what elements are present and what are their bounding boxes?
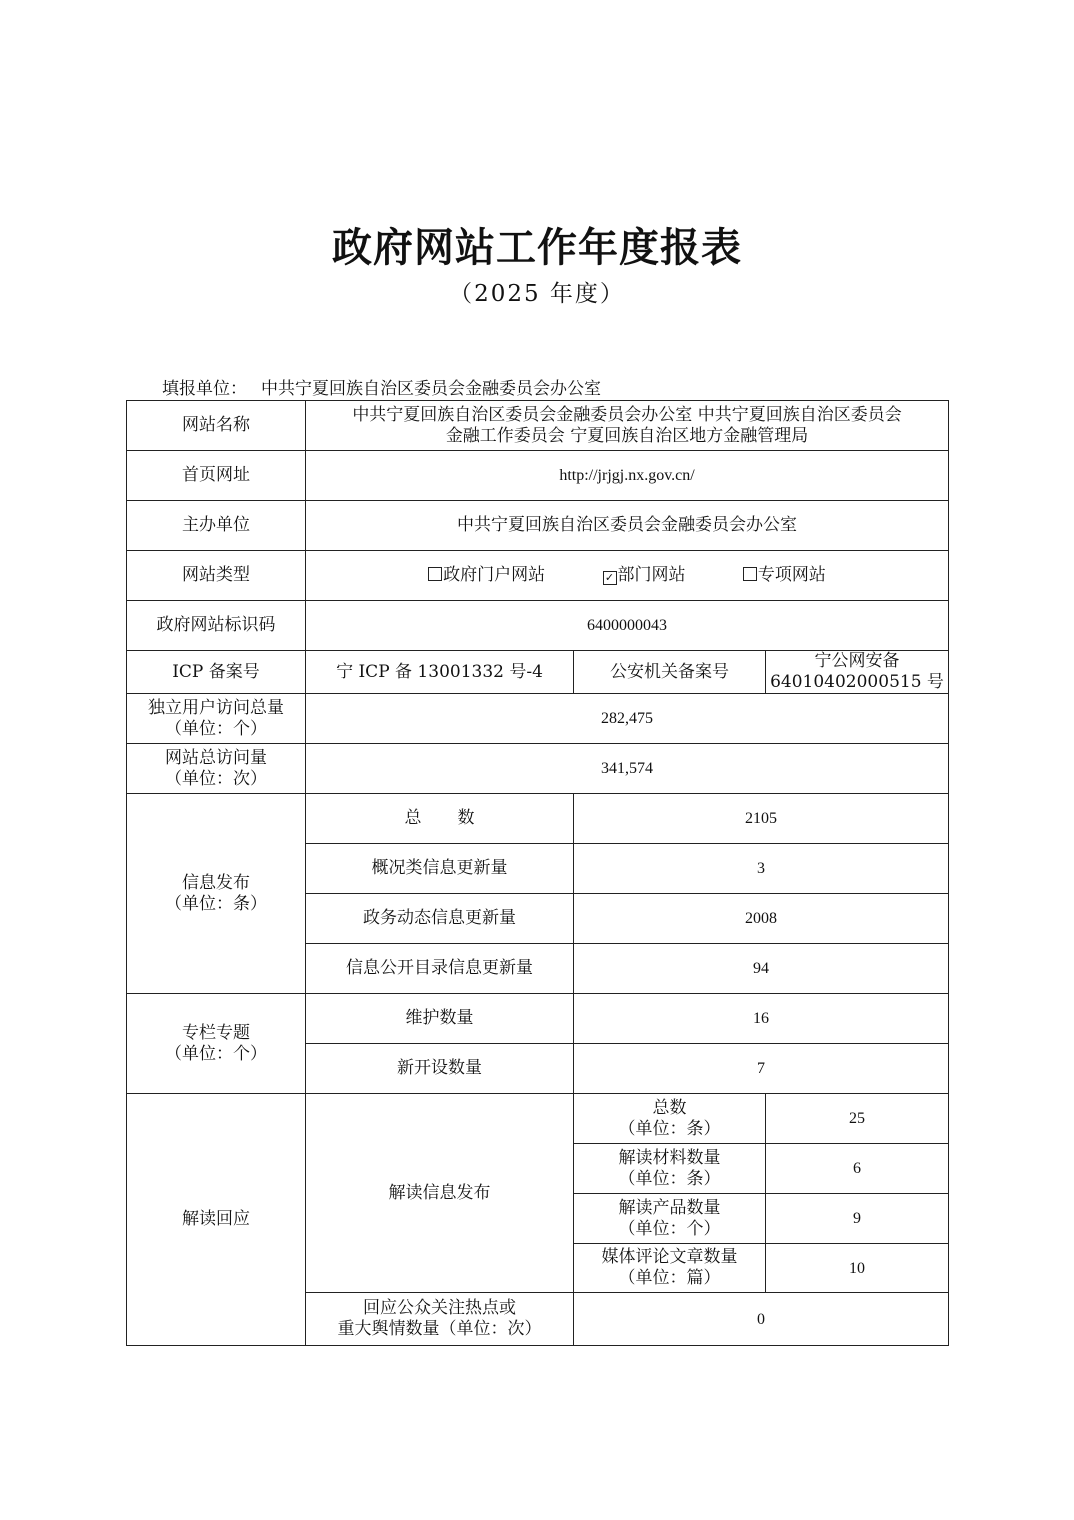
site-name-label: 网站名称	[127, 401, 306, 451]
police-record-label: 公安机关备案号	[574, 651, 766, 694]
interp-materials-unit: （单位：条）	[618, 1168, 721, 1189]
report-year: （2025 年度）	[449, 281, 625, 307]
row-site-name	[127, 401, 949, 451]
option-department-label: 部门网站	[617, 565, 686, 585]
info-disclosure-value: 94	[574, 944, 949, 994]
interp-response-line1: 回应公众关注热点或	[363, 1298, 516, 1318]
interp-media-unit: （单位：篇）	[618, 1268, 721, 1288]
option-portal-label: 政府门户网站	[443, 565, 546, 585]
row-info-total	[127, 794, 949, 844]
columns-new-label: 新开设数量	[306, 1044, 574, 1094]
columns-maintained-label: 维护数量	[306, 994, 574, 1044]
interp-materials-line1: 解读材料数量	[618, 1147, 721, 1168]
info-news-value: 2008	[574, 894, 949, 944]
interp-media-value: 10	[766, 1244, 949, 1293]
info-overview-label: 概况类信息更新量	[306, 844, 574, 894]
info-overview-value: 3	[574, 844, 949, 894]
info-disclosure-label: 信息公开目录信息更新量	[306, 944, 574, 994]
columns-unit: （单位：个）	[165, 1043, 267, 1064]
checkbox-empty-icon	[428, 567, 442, 581]
unique-visitors-label-line1: 独立用户访问总量	[148, 697, 284, 718]
checkbox-empty-icon	[743, 567, 757, 581]
interp-total-value: 25	[766, 1094, 949, 1144]
site-type-label: 网站类型	[127, 551, 306, 601]
interp-media-line1: 媒体评论文章数量	[601, 1247, 738, 1267]
interp-response-label	[306, 1293, 574, 1346]
columns-label-line1: 专栏专题	[182, 1022, 250, 1043]
columns-label	[127, 994, 306, 1094]
option-department-site	[603, 565, 686, 586]
row-site-code	[127, 601, 949, 651]
icp-label: ICP 备案号	[127, 651, 306, 694]
columns-maintained-value: 16	[574, 994, 949, 1044]
row-total-visits	[127, 744, 949, 794]
info-publish-unit: （单位：条）	[165, 893, 267, 914]
info-total-label-text: 总数	[404, 808, 511, 828]
filler-unit-value: 中共宁夏回族自治区委员会金融委员会办公室	[261, 379, 601, 399]
interp-publish-label: 解读信息发布	[306, 1094, 574, 1293]
interp-products-line1: 解读产品数量	[618, 1197, 721, 1218]
filler-unit-label: 填报单位：	[162, 379, 247, 399]
unique-visitors-label	[127, 694, 306, 744]
filler-unit	[162, 374, 601, 399]
info-publish-label	[127, 794, 306, 994]
row-interp-total	[127, 1094, 949, 1144]
interp-products-value: 9	[766, 1194, 949, 1244]
interp-total-label	[574, 1094, 766, 1144]
police-record-line1: 宁公网安备	[814, 651, 900, 671]
police-record-line2: 64010402000515 号	[770, 672, 944, 692]
police-record-value	[766, 651, 949, 694]
homepage-label: 首页网址	[127, 451, 306, 501]
option-special-site	[743, 565, 826, 586]
site-name-value	[306, 401, 949, 451]
interp-materials-value: 6	[766, 1144, 949, 1194]
site-type-options	[306, 551, 949, 601]
unique-visitors-unit: （单位：个）	[165, 718, 267, 739]
total-visits-label-line1: 网站总访问量	[165, 747, 267, 768]
site-code-value: 6400000043	[306, 601, 949, 651]
interp-products-label	[574, 1194, 766, 1244]
page-title: 政府网站工作年度报表	[332, 224, 742, 271]
site-name-line2: 金融工作委员会 宁夏回族自治区地方金融管理局	[445, 425, 809, 446]
interp-total-unit: （单位：条）	[618, 1118, 721, 1139]
interp-response-value: 0	[574, 1293, 949, 1346]
interpretation-label: 解读回应	[127, 1094, 306, 1346]
total-visits-label	[127, 744, 306, 794]
sponsor-value: 中共宁夏回族自治区委员会金融委员会办公室	[306, 501, 949, 551]
info-news-label: 政务动态信息更新量	[306, 894, 574, 944]
total-visits-value: 341,574	[306, 744, 949, 794]
interp-media-label	[574, 1244, 766, 1293]
interp-materials-label	[574, 1144, 766, 1194]
site-code-label: 政府网站标识码	[127, 601, 306, 651]
interp-products-unit: （单位：个）	[618, 1218, 721, 1239]
icp-value: 宁 ICP 备 13001332 号-4	[306, 651, 574, 694]
unique-visitors-value: 282,475	[306, 694, 949, 744]
row-icp	[127, 651, 949, 694]
homepage-url: http://jrjgj.nx.gov.cn/	[306, 451, 949, 501]
interp-response-line2: 重大舆情数量（单位：次）	[337, 1319, 542, 1339]
row-unique-visitors	[127, 694, 949, 744]
checkbox-checked-icon: ✓	[603, 571, 617, 585]
columns-new-value: 7	[574, 1044, 949, 1094]
row-sponsor	[127, 501, 949, 551]
report-table	[126, 400, 949, 1346]
info-publish-label-line1: 信息发布	[182, 872, 250, 893]
info-total-value: 2105	[574, 794, 949, 844]
interp-total-line1: 总数	[652, 1097, 687, 1118]
option-special-label: 专项网站	[757, 565, 826, 585]
option-portal-site	[428, 565, 545, 586]
row-homepage	[127, 451, 949, 501]
row-site-type	[127, 551, 949, 601]
row-columns-maintained	[127, 994, 949, 1044]
site-name-line1: 中共宁夏回族自治区委员会金融委员会办公室 中共宁夏回族自治区委员会	[352, 404, 902, 425]
total-visits-unit: （单位：次）	[165, 768, 267, 789]
sponsor-label: 主办单位	[127, 501, 306, 551]
info-total-label	[306, 794, 574, 844]
